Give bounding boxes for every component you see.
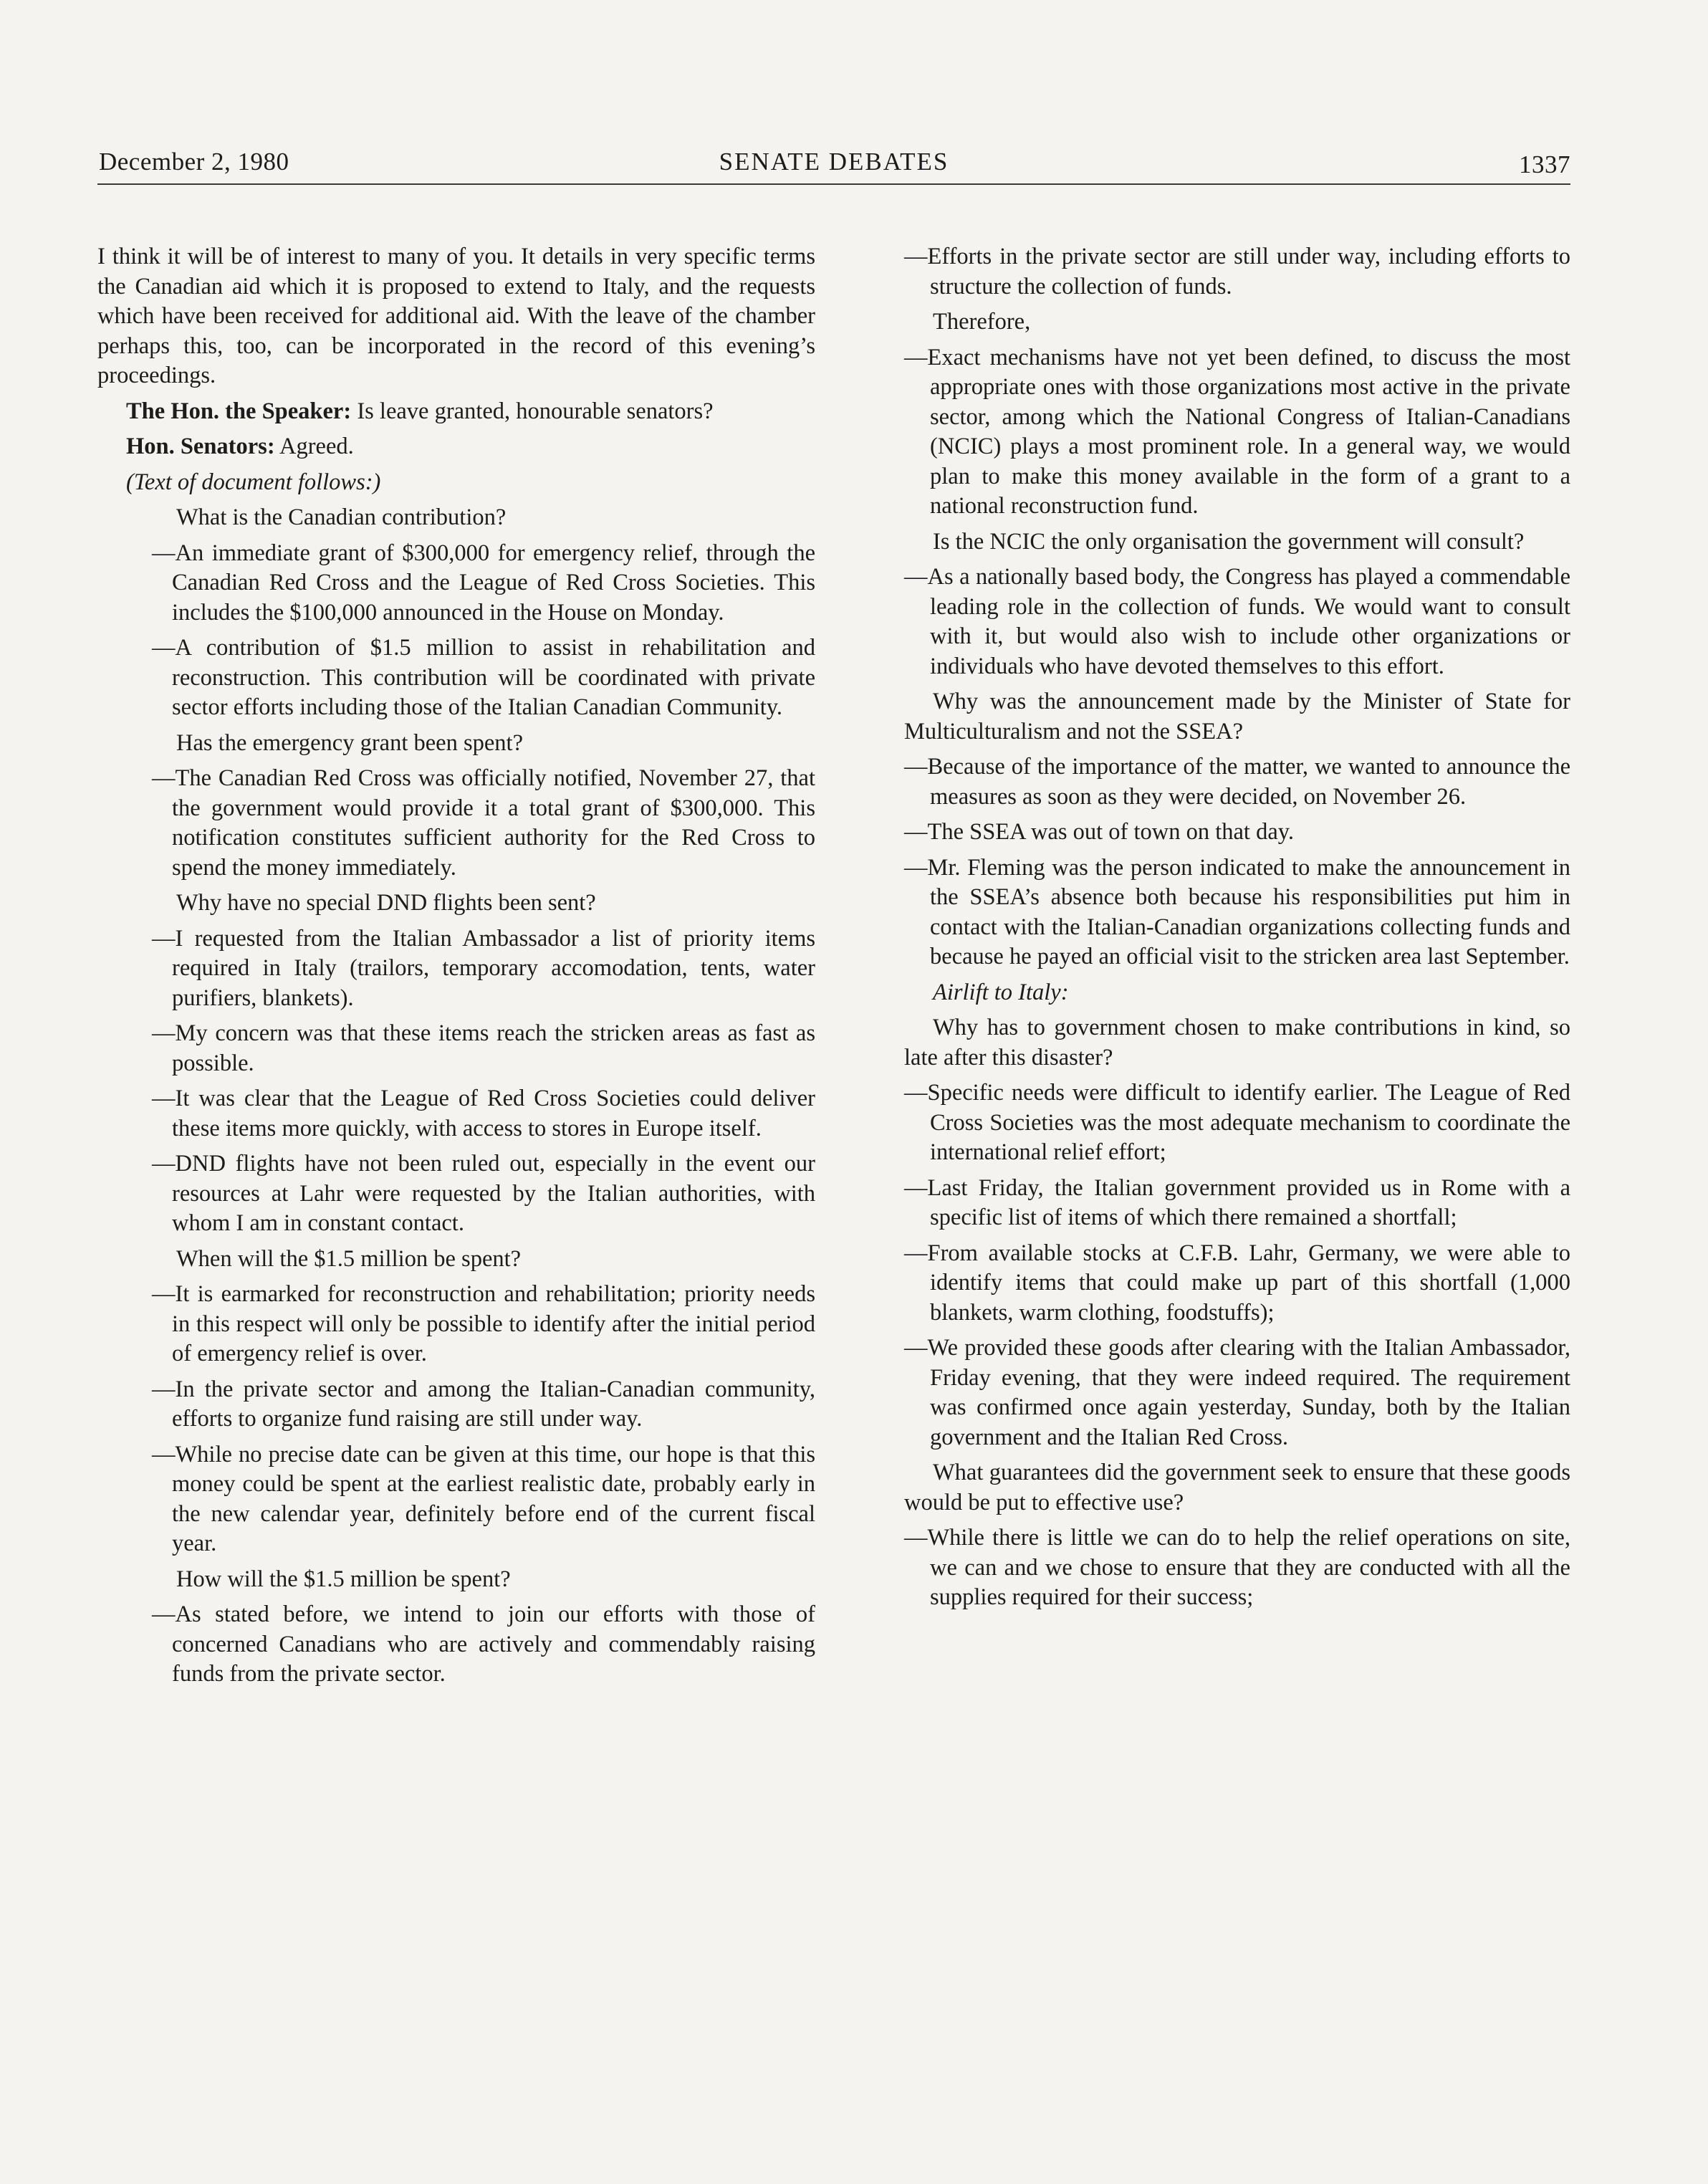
answer-item: —DND flights have not been ruled out, especially in the event our resources at Lahr were requested by the Italian authorities, with whom I am in constant contact. [152,1151,815,1236]
answer-item: —While there is little we can do to help the relief operations on site, we can and we chose to ensure that they are conducted with all the supplies required for their success; [904,1525,1570,1610]
answer-item: —Specific needs were difficult to identify earlier. The League of Red Cross Societies was the most adequate mechanism to coordinate the international relief effort; [904,1080,1570,1165]
answer-item: —While no precise date can be given at this time, our hope is that this money could be spent at the earliest realistic date, probably early in the new calendar year, definitely before end of the current fiscal year. [152,1441,815,1556]
answer-item: —Exact mechanisms have not yet been defined, to discuss the most appropriate ones with those organizations most active in the private sector, among which the National Congress of Italian-Canadians (NCIC) plays a most prominent role. In a general way, we would plan to make this money available in the form of a grant to a national reconstruction fund. [904,344,1570,519]
question: Why was the announcement made by the Minister of State for Multiculturalism and not the SSEA? [904,689,1570,744]
therefore-text: Therefore, [933,309,1031,335]
answer-item: —It was clear that the League of Red Cross Societies could deliver these items more quickly, with access to stores in Europe itself. [152,1086,815,1141]
answer-item: —It is earmarked for reconstruction and rehabilitation; priority needs in this respect will only be possible to identify after the initial period of emergency relief is over. [152,1281,815,1366]
answer-item: —As a nationally based body, the Congress has played a commendable leading role in the collection of funds. We would want to consult with it, but would also wish to include other organizations or individuals who have devoted themselves to this effort. [904,564,1570,679]
question: What guarantees did the government seek to ensure that these goods would be put to effective use? [904,1460,1570,1515]
running-header [97,143,1570,185]
senators-text: Agreed. [274,434,354,459]
answer-item: —Last Friday, the Italian government provided us in Rome with a specific list of items of which there remained a shortfall; [904,1174,1570,1230]
page-number: 1337 [1519,150,1570,178]
intro-paragraph: I think it will be of interest to many of you. It details in very specific terms the Canadian aid which it is proposed to extend to Italy, and the requests which have been received for additional aid. With the leave of the chamber perhaps this, too, can be incorporated in the record of this evening’s proceedings. [97,244,815,388]
question: When will the $1.5 million be spent? [176,1245,522,1272]
answer-item: —The Canadian Red Cross was officially notified, November 27, that the government would provide it a total grant of $300,000. This notification constitutes sufficient authority for the Red Cross to spend the money immediately. [152,765,815,881]
document-note: (Text of document follows:) [126,469,381,495]
question: What is the Canadian contribution? [176,504,507,530]
left-column [97,242,815,1695]
answer-item: —As stated before, we intend to join our efforts with those of concerned Canadians who are actively and commendably raising funds from the private sector. [152,1601,815,1687]
section-subhead: Airlift to Italy: [933,979,1069,1005]
answer-item: —A contribution of $1.5 million to assist in rehabilitation and reconstruction. This contribution will be coordinated with private sector efforts including those of the Italian Canadian Community. [152,635,815,720]
senators-name: Hon. Senators: [126,434,275,459]
answer-item: —An immediate grant of $300,000 for emergency relief, through the Canadian Red Cross and the League of Red Cross Societies. This includes the $100,000 announced in the House on Monday. [152,540,815,626]
answer-item: —I requested from the Italian Ambassador a list of priority items required in Italy (trailors, temporary accomodation, tents, water purifiers, blankets). [152,925,815,1011]
answer-item: —Because of the importance of the matter, we wanted to announce the measures as soon as they were decided, on November 26. [904,754,1570,810]
answer-item: —In the private sector and among the Italian-Canadian community, efforts to organize fund raising are still under way. [152,1376,815,1432]
answer-item: —Mr. Fleming was the person indicated to make the announcement in the SSEA’s absence both because his responsibilities put him in contact with the Italian-Canadian organizations collecting funds and because he payed an official visit to the stricken area last September. [904,854,1570,969]
question: Why have no special DND flights been sent? [176,890,596,916]
speaker-name: The Hon. the Speaker: [126,398,352,424]
question: Why has to government chosen to make contributions in kind, so late after this disaster? [904,1015,1570,1071]
header-date: December 2, 1980 [99,148,289,176]
answer-item: —From available stocks at C.F.B. Lahr, Germany, we were able to identify items that could make up part of this shortfall (1,000 blankets, warm clothing, foodstuffs); [904,1240,1570,1326]
right-column [904,242,1570,1619]
question: Has the emergency grant been spent? [176,729,523,756]
answer-item: —My concern was that these items reach the stricken areas as fast as possible. [152,1020,815,1076]
speaker-text: Is leave granted, honourable senators? [351,398,714,424]
answer-item: —We provided these goods after clearing with the Italian Ambassador, Friday evening, that they were indeed required. The requirement was confirmed once again yesterday, Sunday, both by the Italian government and the Italian Red Cross. [904,1335,1570,1450]
answer-item: —The SSEA was out of town on that day. [904,819,1295,845]
question: How will the $1.5 million be spent? [176,1566,511,1592]
speaker-paragraph [97,397,815,427]
answer-item: —Efforts in the private sector are still under way, including efforts to structure the collection of funds. [904,244,1570,300]
header-title: SENATE DEBATES [719,148,949,176]
question: Is the NCIC the only organisation the government will consult? [933,528,1525,555]
senators-paragraph [97,432,815,462]
